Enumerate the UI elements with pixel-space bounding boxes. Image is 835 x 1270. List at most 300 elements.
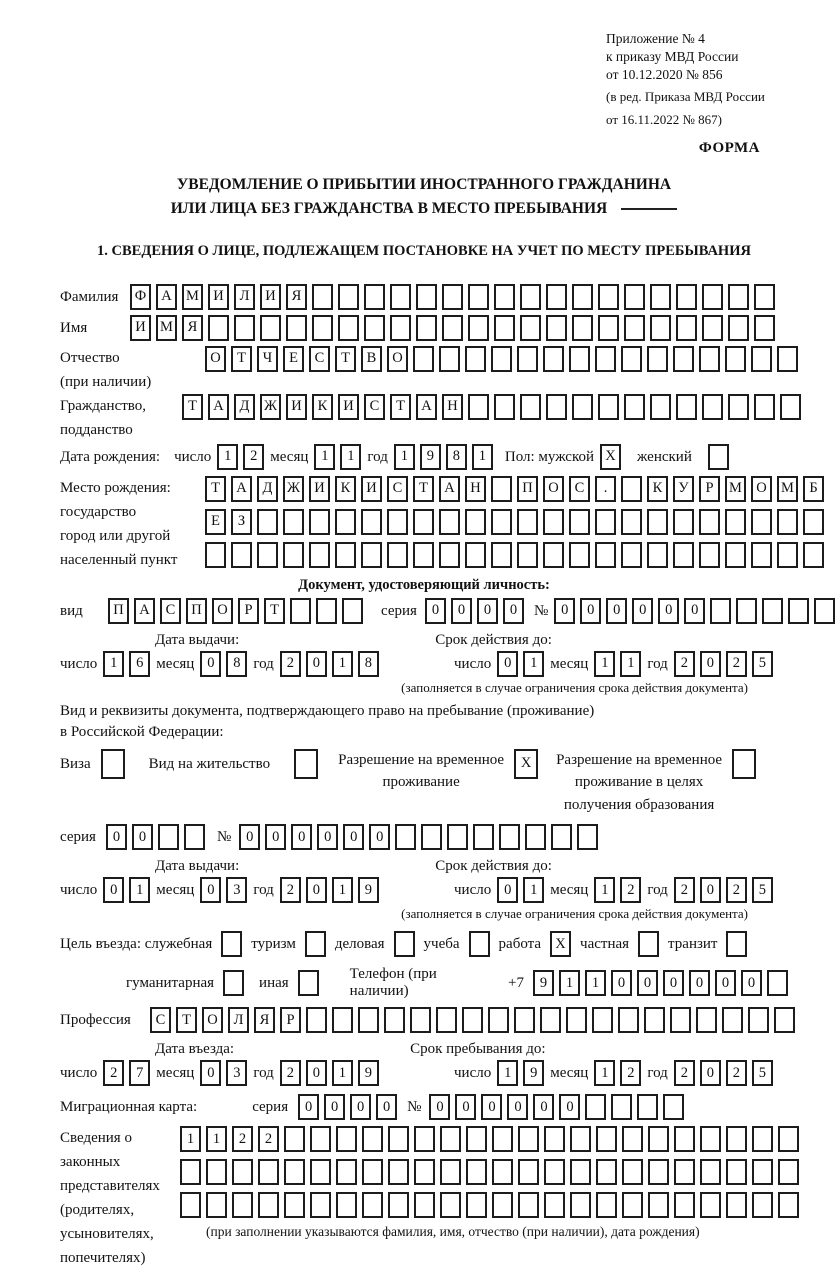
char-cell[interactable]: 0: [559, 1094, 580, 1120]
char-cell[interactable]: [748, 1007, 769, 1033]
char-cell[interactable]: [283, 542, 304, 568]
char-cell[interactable]: [260, 315, 281, 341]
char-cell[interactable]: 0: [306, 877, 327, 903]
char-cell[interactable]: [778, 1159, 799, 1185]
char-cell[interactable]: Т: [335, 346, 356, 372]
residence-permit-checkbox[interactable]: [294, 749, 318, 779]
char-cell[interactable]: 2: [620, 877, 641, 903]
char-cell[interactable]: 0: [200, 651, 221, 677]
char-cell[interactable]: 2: [674, 1060, 695, 1086]
char-cell[interactable]: [595, 509, 616, 535]
char-cell[interactable]: Т: [264, 598, 285, 624]
char-cell[interactable]: Ч: [257, 346, 278, 372]
char-cell[interactable]: [596, 1192, 617, 1218]
char-cell[interactable]: Т: [205, 476, 226, 502]
char-cell[interactable]: [618, 1007, 639, 1033]
purpose-private-checkbox[interactable]: [638, 931, 659, 957]
char-cell[interactable]: [546, 394, 567, 420]
char-cell[interactable]: [465, 346, 486, 372]
char-cell[interactable]: 0: [306, 1060, 327, 1086]
char-cell[interactable]: [595, 542, 616, 568]
char-cell[interactable]: 0: [700, 877, 721, 903]
char-cell[interactable]: [316, 598, 337, 624]
char-cell[interactable]: [284, 1192, 305, 1218]
birth-place-row2-input[interactable]: [205, 509, 824, 535]
char-cell[interactable]: [413, 346, 434, 372]
char-cell[interactable]: [518, 1192, 539, 1218]
char-cell[interactable]: С: [309, 346, 330, 372]
char-cell[interactable]: [778, 1126, 799, 1152]
char-cell[interactable]: 0: [700, 651, 721, 677]
char-cell[interactable]: [335, 509, 356, 535]
permit-valid-month-input[interactable]: [594, 877, 641, 903]
char-cell[interactable]: 6: [129, 651, 150, 677]
char-cell[interactable]: [728, 315, 749, 341]
doc-issue-day-input[interactable]: [103, 651, 150, 677]
char-cell[interactable]: [736, 598, 757, 624]
char-cell[interactable]: [284, 1126, 305, 1152]
char-cell[interactable]: С: [569, 476, 590, 502]
char-cell[interactable]: [358, 1007, 379, 1033]
char-cell[interactable]: Я: [182, 315, 203, 341]
char-cell[interactable]: [650, 315, 671, 341]
char-cell[interactable]: [699, 542, 720, 568]
char-cell[interactable]: [462, 1007, 483, 1033]
char-cell[interactable]: [673, 346, 694, 372]
char-cell[interactable]: [491, 542, 512, 568]
char-cell[interactable]: 0: [497, 877, 518, 903]
char-cell[interactable]: [413, 542, 434, 568]
char-cell[interactable]: [569, 346, 590, 372]
char-cell[interactable]: [514, 1007, 535, 1033]
char-cell[interactable]: [158, 824, 179, 850]
char-cell[interactable]: [305, 931, 326, 957]
char-cell[interactable]: Я: [254, 1007, 275, 1033]
char-cell[interactable]: 1: [217, 444, 238, 470]
char-cell[interactable]: 0: [580, 598, 601, 624]
char-cell[interactable]: [752, 1159, 773, 1185]
char-cell[interactable]: [518, 1126, 539, 1152]
char-cell[interactable]: 0: [477, 598, 498, 624]
char-cell[interactable]: [569, 542, 590, 568]
char-cell[interactable]: [546, 284, 567, 310]
doc-issue-month-input[interactable]: [200, 651, 247, 677]
char-cell[interactable]: П: [517, 476, 538, 502]
char-cell[interactable]: [572, 394, 593, 420]
char-cell[interactable]: [647, 542, 668, 568]
purpose-work-checkbox[interactable]: [550, 931, 571, 957]
char-cell[interactable]: 0: [291, 824, 312, 850]
char-cell[interactable]: И: [208, 284, 229, 310]
char-cell[interactable]: [647, 346, 668, 372]
char-cell[interactable]: [413, 509, 434, 535]
doc-issue-year-input[interactable]: [280, 651, 379, 677]
char-cell[interactable]: 3: [226, 877, 247, 903]
permit-valid-year-input[interactable]: [674, 877, 773, 903]
char-cell[interactable]: [221, 931, 242, 957]
char-cell[interactable]: 1: [620, 651, 641, 677]
char-cell[interactable]: [309, 509, 330, 535]
char-cell[interactable]: [283, 509, 304, 535]
char-cell[interactable]: [624, 394, 645, 420]
char-cell[interactable]: 1: [103, 651, 124, 677]
char-cell[interactable]: [648, 1159, 669, 1185]
char-cell[interactable]: [551, 824, 572, 850]
char-cell[interactable]: [598, 284, 619, 310]
char-cell[interactable]: [362, 1159, 383, 1185]
char-cell[interactable]: [439, 509, 460, 535]
char-cell[interactable]: Д: [234, 394, 255, 420]
char-cell[interactable]: [286, 315, 307, 341]
char-cell[interactable]: 5: [752, 651, 773, 677]
char-cell[interactable]: [754, 394, 775, 420]
entry-month-input[interactable]: [200, 1060, 247, 1086]
stay-day-input[interactable]: [497, 1060, 544, 1086]
char-cell[interactable]: 0: [376, 1094, 397, 1120]
char-cell[interactable]: С: [160, 598, 181, 624]
char-cell[interactable]: Т: [413, 476, 434, 502]
char-cell[interactable]: [725, 509, 746, 535]
char-cell[interactable]: [440, 1126, 461, 1152]
permit-issue-day-input[interactable]: [103, 877, 150, 903]
char-cell[interactable]: 0: [350, 1094, 371, 1120]
char-cell[interactable]: 2: [280, 1060, 301, 1086]
migration-number-input[interactable]: [429, 1094, 684, 1120]
sex-male-checkbox[interactable]: [600, 444, 621, 470]
char-cell[interactable]: С: [364, 394, 385, 420]
char-cell[interactable]: [488, 1007, 509, 1033]
char-cell[interactable]: [569, 509, 590, 535]
char-cell[interactable]: 0: [715, 970, 736, 996]
char-cell[interactable]: [570, 1159, 591, 1185]
char-cell[interactable]: 1: [523, 651, 544, 677]
char-cell[interactable]: [577, 824, 598, 850]
char-cell[interactable]: [336, 1159, 357, 1185]
char-cell[interactable]: 9: [523, 1060, 544, 1086]
char-cell[interactable]: [638, 931, 659, 957]
char-cell[interactable]: [258, 1192, 279, 1218]
char-cell[interactable]: [414, 1159, 435, 1185]
char-cell[interactable]: 7: [129, 1060, 150, 1086]
char-cell[interactable]: 5: [752, 877, 773, 903]
char-cell[interactable]: Ж: [283, 476, 304, 502]
char-cell[interactable]: [621, 476, 642, 502]
char-cell[interactable]: [598, 315, 619, 341]
char-cell[interactable]: [416, 315, 437, 341]
char-cell[interactable]: 1: [394, 444, 415, 470]
entry-year-input[interactable]: [280, 1060, 379, 1086]
representatives-row3-input[interactable]: [180, 1192, 799, 1218]
char-cell[interactable]: [223, 970, 244, 996]
char-cell[interactable]: Т: [231, 346, 252, 372]
char-cell[interactable]: Р: [238, 598, 259, 624]
char-cell[interactable]: 0: [239, 824, 260, 850]
char-cell[interactable]: [290, 598, 311, 624]
char-cell[interactable]: [544, 1126, 565, 1152]
char-cell[interactable]: К: [647, 476, 668, 502]
char-cell[interactable]: [309, 542, 330, 568]
birth-year-input[interactable]: [394, 444, 493, 470]
char-cell[interactable]: 0: [306, 651, 327, 677]
char-cell[interactable]: 1: [206, 1126, 227, 1152]
char-cell[interactable]: [622, 1159, 643, 1185]
char-cell[interactable]: 8: [446, 444, 467, 470]
char-cell[interactable]: [442, 315, 463, 341]
char-cell[interactable]: [696, 1007, 717, 1033]
char-cell[interactable]: [732, 749, 756, 779]
char-cell[interactable]: [702, 315, 723, 341]
char-cell[interactable]: 0: [298, 1094, 319, 1120]
char-cell[interactable]: [338, 315, 359, 341]
char-cell[interactable]: [395, 824, 416, 850]
char-cell[interactable]: Е: [205, 509, 226, 535]
char-cell[interactable]: [780, 394, 801, 420]
char-cell[interactable]: С: [150, 1007, 171, 1033]
char-cell[interactable]: О: [543, 476, 564, 502]
char-cell[interactable]: [767, 970, 788, 996]
char-cell[interactable]: 1: [340, 444, 361, 470]
purpose-study-checkbox[interactable]: [469, 931, 490, 957]
char-cell[interactable]: 0: [554, 598, 575, 624]
char-cell[interactable]: [257, 542, 278, 568]
char-cell[interactable]: [650, 394, 671, 420]
char-cell[interactable]: [546, 315, 567, 341]
sex-female-checkbox[interactable]: [708, 444, 729, 470]
permit-number-input[interactable]: [239, 824, 598, 850]
char-cell[interactable]: 1: [314, 444, 335, 470]
char-cell[interactable]: Н: [442, 394, 463, 420]
char-cell[interactable]: [543, 346, 564, 372]
char-cell[interactable]: Я: [286, 284, 307, 310]
char-cell[interactable]: [777, 509, 798, 535]
char-cell[interactable]: [543, 509, 564, 535]
char-cell[interactable]: X: [550, 931, 571, 957]
char-cell[interactable]: [622, 1192, 643, 1218]
char-cell[interactable]: Р: [280, 1007, 301, 1033]
name-input[interactable]: [130, 315, 775, 341]
char-cell[interactable]: А: [439, 476, 460, 502]
char-cell[interactable]: [544, 1159, 565, 1185]
char-cell[interactable]: [517, 346, 538, 372]
char-cell[interactable]: 0: [200, 877, 221, 903]
char-cell[interactable]: [725, 542, 746, 568]
char-cell[interactable]: 0: [507, 1094, 528, 1120]
char-cell[interactable]: [673, 509, 694, 535]
char-cell[interactable]: [585, 1094, 606, 1120]
char-cell[interactable]: [294, 749, 318, 779]
stay-month-input[interactable]: [594, 1060, 641, 1086]
char-cell[interactable]: [572, 315, 593, 341]
char-cell[interactable]: [388, 1192, 409, 1218]
char-cell[interactable]: [676, 284, 697, 310]
char-cell[interactable]: [700, 1192, 721, 1218]
char-cell[interactable]: [231, 542, 252, 568]
char-cell[interactable]: 1: [594, 1060, 615, 1086]
char-cell[interactable]: И: [286, 394, 307, 420]
char-cell[interactable]: [390, 315, 411, 341]
char-cell[interactable]: [518, 1159, 539, 1185]
temp-permit-checkbox[interactable]: [514, 749, 538, 779]
char-cell[interactable]: 0: [317, 824, 338, 850]
char-cell[interactable]: Л: [228, 1007, 249, 1033]
char-cell[interactable]: 8: [358, 651, 379, 677]
char-cell[interactable]: 1: [585, 970, 606, 996]
char-cell[interactable]: Т: [390, 394, 411, 420]
char-cell[interactable]: [644, 1007, 665, 1033]
char-cell[interactable]: 2: [258, 1126, 279, 1152]
char-cell[interactable]: 2: [280, 651, 301, 677]
char-cell[interactable]: Ж: [260, 394, 281, 420]
char-cell[interactable]: [726, 1126, 747, 1152]
char-cell[interactable]: [700, 1126, 721, 1152]
char-cell[interactable]: П: [108, 598, 129, 624]
char-cell[interactable]: [206, 1159, 227, 1185]
char-cell[interactable]: [751, 509, 772, 535]
purpose-transit-checkbox[interactable]: [726, 931, 747, 957]
char-cell[interactable]: [388, 1159, 409, 1185]
birth-place-row3-input[interactable]: [205, 542, 824, 568]
char-cell[interactable]: [803, 542, 824, 568]
char-cell[interactable]: Т: [182, 394, 203, 420]
char-cell[interactable]: 1: [594, 651, 615, 677]
permit-series-input[interactable]: [106, 824, 205, 850]
char-cell[interactable]: [361, 509, 382, 535]
purpose-other-checkbox[interactable]: [298, 970, 319, 996]
char-cell[interactable]: [754, 315, 775, 341]
char-cell[interactable]: [543, 542, 564, 568]
char-cell[interactable]: 1: [472, 444, 493, 470]
char-cell[interactable]: 1: [594, 877, 615, 903]
char-cell[interactable]: [180, 1159, 201, 1185]
char-cell[interactable]: [384, 1007, 405, 1033]
char-cell[interactable]: [362, 1192, 383, 1218]
char-cell[interactable]: М: [156, 315, 177, 341]
representatives-row1-input[interactable]: [180, 1126, 799, 1152]
char-cell[interactable]: [208, 315, 229, 341]
char-cell[interactable]: [517, 509, 538, 535]
char-cell[interactable]: В: [361, 346, 382, 372]
char-cell[interactable]: [726, 1192, 747, 1218]
char-cell[interactable]: 1: [180, 1126, 201, 1152]
char-cell[interactable]: [648, 1192, 669, 1218]
char-cell[interactable]: [491, 346, 512, 372]
char-cell[interactable]: [494, 315, 515, 341]
char-cell[interactable]: [492, 1159, 513, 1185]
char-cell[interactable]: [621, 346, 642, 372]
char-cell[interactable]: [624, 315, 645, 341]
char-cell[interactable]: 1: [332, 877, 353, 903]
char-cell[interactable]: [726, 931, 747, 957]
char-cell[interactable]: 9: [420, 444, 441, 470]
char-cell[interactable]: [762, 598, 783, 624]
char-cell[interactable]: Н: [465, 476, 486, 502]
char-cell[interactable]: А: [134, 598, 155, 624]
char-cell[interactable]: [387, 542, 408, 568]
char-cell[interactable]: [699, 509, 720, 535]
char-cell[interactable]: [492, 1192, 513, 1218]
char-cell[interactable]: 9: [358, 1060, 379, 1086]
char-cell[interactable]: [752, 1192, 773, 1218]
char-cell[interactable]: [517, 542, 538, 568]
char-cell[interactable]: [710, 598, 731, 624]
char-cell[interactable]: [473, 824, 494, 850]
char-cell[interactable]: [637, 1094, 658, 1120]
char-cell[interactable]: 0: [689, 970, 710, 996]
char-cell[interactable]: [388, 1126, 409, 1152]
doc-valid-year-input[interactable]: [674, 651, 773, 677]
char-cell[interactable]: С: [387, 476, 408, 502]
char-cell[interactable]: П: [186, 598, 207, 624]
char-cell[interactable]: [361, 542, 382, 568]
char-cell[interactable]: [777, 542, 798, 568]
char-cell[interactable]: [491, 476, 512, 502]
char-cell[interactable]: Б: [803, 476, 824, 502]
char-cell[interactable]: О: [387, 346, 408, 372]
char-cell[interactable]: [702, 394, 723, 420]
char-cell[interactable]: [312, 315, 333, 341]
char-cell[interactable]: [726, 1159, 747, 1185]
char-cell[interactable]: 3: [226, 1060, 247, 1086]
char-cell[interactable]: 0: [497, 651, 518, 677]
char-cell[interactable]: [708, 444, 729, 470]
char-cell[interactable]: [754, 284, 775, 310]
char-cell[interactable]: [648, 1126, 669, 1152]
purpose-official-checkbox[interactable]: [221, 931, 242, 957]
char-cell[interactable]: И: [130, 315, 151, 341]
char-cell[interactable]: [298, 970, 319, 996]
char-cell[interactable]: 0: [132, 824, 153, 850]
char-cell[interactable]: 0: [533, 1094, 554, 1120]
char-cell[interactable]: [390, 284, 411, 310]
char-cell[interactable]: 0: [106, 824, 127, 850]
representatives-row2-input[interactable]: [180, 1159, 799, 1185]
char-cell[interactable]: [621, 509, 642, 535]
char-cell[interactable]: [491, 509, 512, 535]
char-cell[interactable]: А: [231, 476, 252, 502]
char-cell[interactable]: [232, 1159, 253, 1185]
char-cell[interactable]: [101, 749, 125, 779]
char-cell[interactable]: [465, 542, 486, 568]
char-cell[interactable]: 0: [103, 877, 124, 903]
char-cell[interactable]: [394, 931, 415, 957]
char-cell[interactable]: [540, 1007, 561, 1033]
char-cell[interactable]: И: [309, 476, 330, 502]
phone-input[interactable]: [533, 970, 788, 996]
char-cell[interactable]: 0: [343, 824, 364, 850]
char-cell[interactable]: [466, 1126, 487, 1152]
birth-place-row1-input[interactable]: [205, 476, 824, 502]
char-cell[interactable]: [595, 346, 616, 372]
char-cell[interactable]: И: [338, 394, 359, 420]
char-cell[interactable]: 0: [451, 598, 472, 624]
char-cell[interactable]: К: [312, 394, 333, 420]
char-cell[interactable]: 1: [497, 1060, 518, 1086]
char-cell[interactable]: 1: [559, 970, 580, 996]
char-cell[interactable]: [663, 1094, 684, 1120]
char-cell[interactable]: [336, 1192, 357, 1218]
char-cell[interactable]: [468, 315, 489, 341]
char-cell[interactable]: [310, 1192, 331, 1218]
char-cell[interactable]: [466, 1159, 487, 1185]
char-cell[interactable]: [439, 346, 460, 372]
char-cell[interactable]: [525, 824, 546, 850]
char-cell[interactable]: [803, 509, 824, 535]
char-cell[interactable]: [725, 346, 746, 372]
char-cell[interactable]: 0: [684, 598, 705, 624]
char-cell[interactable]: [257, 509, 278, 535]
char-cell[interactable]: 0: [658, 598, 679, 624]
char-cell[interactable]: [520, 394, 541, 420]
